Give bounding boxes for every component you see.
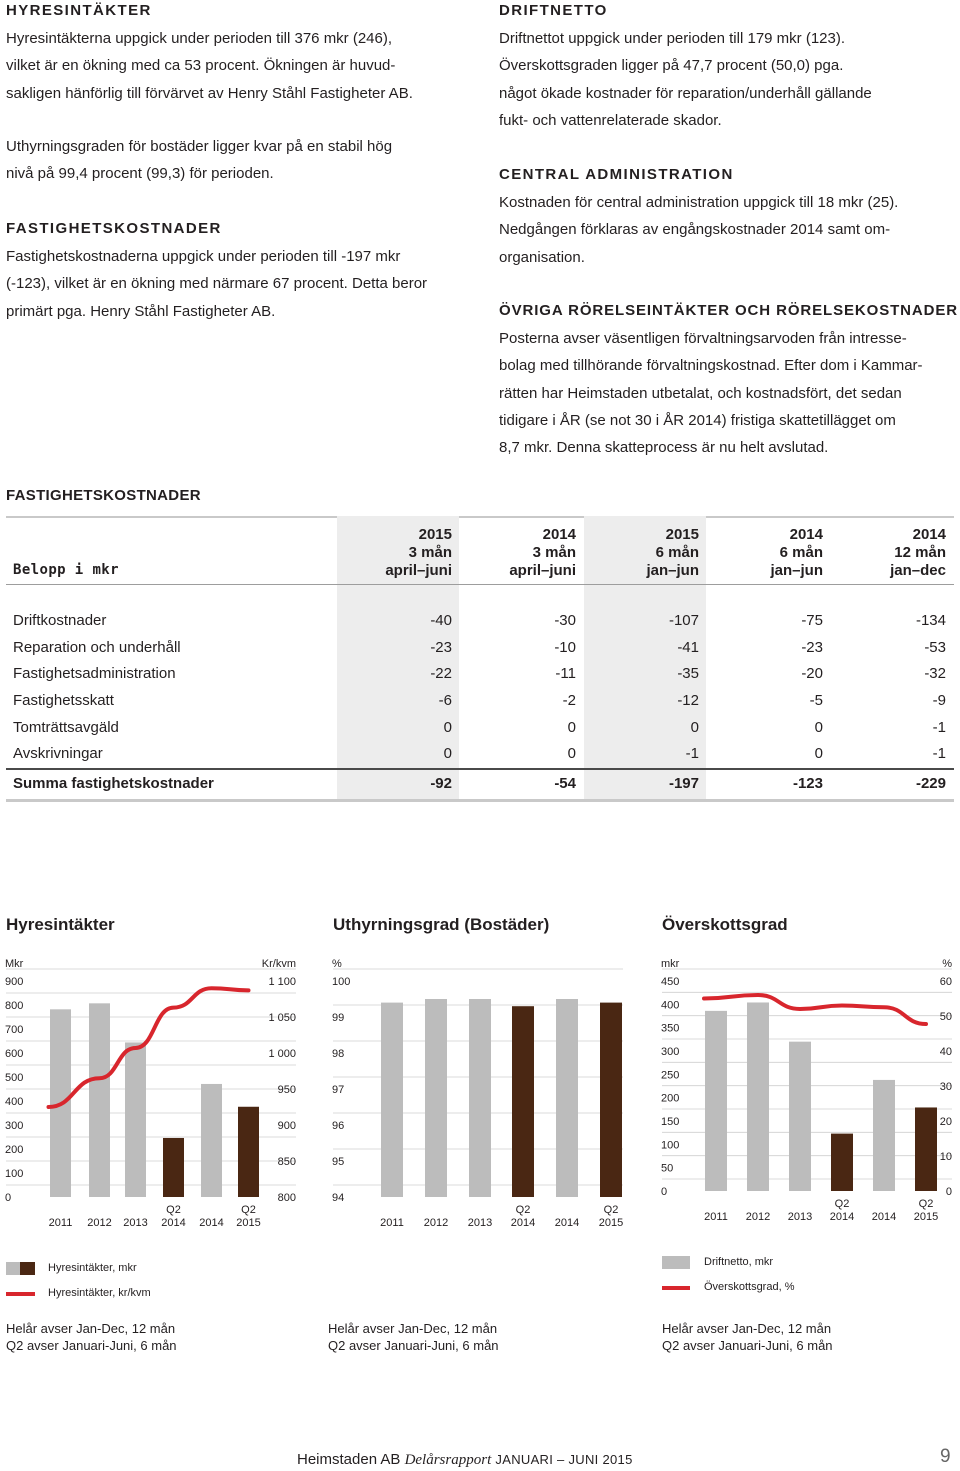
table-cell: -1 — [932, 745, 946, 762]
table-cell: -40 — [430, 612, 452, 629]
text-line: tidigare i ÅR (se not 30 i ÅR 2014) fristiga skattetillägget om — [499, 411, 896, 429]
x-tick-label: Q2 — [603, 1204, 619, 1216]
column-header-line: 2014 — [789, 526, 823, 543]
text-line: nivå på 99,4 procent (99,3) för perioden. — [6, 165, 274, 183]
y2-tick-label: 40 — [939, 1046, 952, 1058]
paragraph-hyresintakter — [6, 25, 413, 107]
column-header-line: jan–jun — [770, 562, 823, 579]
note-line: Q2 avser Januari-Juni, 6 mån — [6, 1338, 177, 1353]
x-tick-label: 2014 — [161, 1217, 186, 1229]
y2-tick-label: 20 — [939, 1116, 952, 1128]
column-header-line: april–juni — [385, 562, 452, 579]
text-line: Hyresintäkterna uppgick under perioden till 376 mkr (246), — [6, 30, 393, 47]
table-cell: -22 — [430, 665, 452, 682]
text-line: 8,7 mkr. Denna skatteprocess är nu helt avslutad. — [499, 439, 829, 457]
y-tick-label: 250 — [661, 1069, 680, 1082]
y-tick-label: 95 — [332, 1156, 345, 1168]
legend-label: Överskottsgrad, % — [704, 1281, 795, 1293]
table-cell: 0 — [814, 719, 823, 736]
x-tick-label: 2012 — [423, 1217, 449, 1229]
y-tick-label: 100 — [661, 1139, 680, 1152]
note-line: Helår avser Jan-Dec, 12 mån — [6, 1321, 176, 1336]
x-tick-label: Q2 — [834, 1198, 850, 1210]
bar — [238, 1107, 259, 1197]
x-tick-label: 2011 — [48, 1217, 73, 1229]
y-tick-label: 50 — [661, 1162, 674, 1175]
x-tick-label: 2013 — [787, 1211, 813, 1223]
table-cell: -23 — [801, 639, 823, 656]
y-tick-label: 600 — [5, 1048, 24, 1060]
sum-cell: -54 — [554, 775, 576, 792]
bar — [747, 1002, 769, 1191]
y2-tick-label: 800 — [277, 1192, 296, 1204]
row-label: Driftkostnader — [13, 612, 107, 629]
x-tick-label: 2013 — [123, 1217, 148, 1229]
bar — [125, 1042, 146, 1197]
heading-ovriga-rorelseintakter: ÖVRIGA RÖRELSEINTÄKTER OCH RÖRELSEKOSTNADER — [499, 302, 959, 319]
table-cell: 0 — [443, 719, 452, 736]
column-header-line: 6 mån — [655, 544, 699, 561]
column-header-line: 2014 — [912, 526, 946, 543]
y-tick-label: 100 — [332, 976, 351, 988]
text-line: Posterna avser väsentligen förvaltningsarvoden från intresse- — [499, 330, 907, 347]
row-label: Fastighetsadministration — [13, 665, 176, 682]
footer-report: Delårsrapport — [404, 1452, 492, 1468]
column-header-line: 12 mån — [894, 544, 946, 561]
table-unit-label: Belopp i mkr — [13, 562, 119, 578]
bar — [873, 1080, 895, 1191]
x-tick-label: 2014 — [510, 1217, 536, 1229]
table-cell: -41 — [677, 639, 699, 656]
bar — [425, 999, 447, 1197]
x-tick-label: Q2 — [241, 1204, 256, 1216]
bar — [789, 1042, 811, 1191]
y2-tick-label: 950 — [277, 1084, 296, 1096]
x-tick-label: 2015 — [913, 1211, 939, 1223]
y2-tick-label: 30 — [939, 1081, 952, 1093]
text-line: fukt- och vattenrelaterade skador. — [499, 111, 722, 129]
legend-line-red — [662, 1286, 690, 1290]
table-cell: -9 — [932, 692, 946, 709]
legend-swatch-gray — [6, 1262, 20, 1275]
table-cell: -107 — [668, 612, 699, 629]
y-tick-label: 0 — [5, 1192, 12, 1204]
chart-note — [6, 1320, 177, 1354]
table-cell: -1 — [932, 719, 946, 736]
table-cell: 0 — [690, 719, 699, 736]
table-cell: -23 — [430, 639, 452, 656]
legend-swatch-brown — [20, 1262, 35, 1275]
column-header-line: 3 mån — [408, 544, 452, 561]
bar — [201, 1084, 222, 1197]
table-cell: -2 — [562, 692, 576, 709]
y-tick-label: 800 — [5, 1000, 24, 1012]
table-cell: -35 — [677, 665, 699, 682]
table-cell: -32 — [924, 665, 946, 682]
x-tick-label: 2011 — [380, 1217, 404, 1229]
note-line: Helår avser Jan-Dec, 12 mån — [328, 1321, 498, 1336]
y-tick-label: 100 — [5, 1168, 24, 1180]
y2-tick-label: 1 050 — [268, 1012, 296, 1024]
y-tick-label: 400 — [5, 1096, 24, 1108]
legend-label: Driftnetto, mkr — [704, 1256, 774, 1268]
table-cell: 0 — [567, 745, 576, 762]
text-line: Nedgången förklaras av engångskostnader 2014 samt om- — [499, 221, 891, 239]
x-tick-label: Q2 — [515, 1204, 531, 1216]
text-line: vilket är en ökning med ca 53 procent. Ökningen är huvud- — [6, 57, 396, 75]
column-header-line: 3 mån — [532, 544, 576, 561]
table-cell: 0 — [567, 719, 576, 736]
note-line: Helår avser Jan-Dec, 12 mån — [662, 1321, 832, 1336]
y2-tick-label: 1 100 — [268, 976, 296, 988]
bar — [381, 1003, 403, 1197]
heading-driftnetto: DRIFTNETTO — [499, 2, 608, 19]
table-column-header — [599, 526, 699, 580]
x-tick-label: 2012 — [745, 1211, 771, 1223]
column-header-line: 6 mån — [779, 544, 823, 561]
table-cell: -1 — [685, 745, 699, 762]
y2-tick-label: 850 — [277, 1156, 296, 1168]
page-number: 9 — [940, 1446, 951, 1467]
legend-line-red — [6, 1292, 35, 1296]
table-cell: -134 — [915, 612, 946, 629]
paragraph-uthyrningsgrad — [6, 133, 392, 188]
x-tick-label: 2011 — [704, 1211, 728, 1223]
legend-swatch-gray — [662, 1256, 690, 1269]
footer-period: JANUARI – JUNI 2015 — [495, 1452, 633, 1467]
x-tick-label: 2012 — [87, 1217, 112, 1229]
table-bottom-rule — [6, 799, 954, 802]
bar — [163, 1138, 184, 1197]
table-cell: -11 — [555, 665, 576, 682]
legend-label: Hyresintäkter, kr/kvm — [48, 1287, 151, 1299]
text-line: Driftnettot uppgick under perioden till 179 mkr (123). — [499, 30, 846, 47]
x-tick-label: 2014 — [554, 1217, 580, 1229]
text-line: primärt pga. Henry Ståhl Fastigheter AB. — [6, 302, 276, 320]
column-header-line: jan–jun — [646, 562, 699, 579]
axis-unit-label: mkr — [661, 958, 680, 970]
y-tick-label: 99 — [332, 1012, 345, 1024]
heading-fastighetskostnader: FASTIGHETSKOSTNADER — [6, 220, 222, 237]
y-tick-label: 300 — [661, 1046, 680, 1058]
table-cell: -30 — [554, 612, 576, 629]
y-tick-label: 98 — [332, 1048, 345, 1060]
chart-title: Hyresintäkter — [6, 915, 115, 934]
row-label: Avskrivningar — [13, 745, 103, 762]
text-line: rätten har Heimstaden utbetalat, och kostnadsfört, det sedan — [499, 384, 902, 402]
x-tick-label: 2015 — [236, 1217, 261, 1229]
text-line: (-123), vilket är en ökning med närmare 67 procent. Detta beror — [6, 275, 428, 293]
table-title: FASTIGHETSKOSTNADER — [6, 487, 201, 504]
y-tick-label: 94 — [332, 1192, 345, 1204]
y2-tick-label: 60 — [939, 976, 952, 988]
y-tick-label: 500 — [5, 1072, 24, 1084]
y-tick-label: 150 — [661, 1116, 680, 1128]
heading-central-administration: CENTRAL ADMINISTRATION — [499, 166, 734, 183]
bar — [89, 1003, 110, 1197]
chart-title: Uthyrningsgrad (Bostäder) — [333, 915, 550, 934]
y-tick-label: 300 — [5, 1120, 24, 1132]
chart-title: Överskottsgrad — [662, 915, 788, 934]
x-tick-label: 2013 — [467, 1217, 493, 1229]
text-line: bolag med tillhörande förvaltningskostnad. Efter dom i Kammar- — [499, 357, 923, 375]
sum-cell: -197 — [668, 775, 699, 792]
y2-tick-label: 900 — [277, 1120, 296, 1132]
bar — [469, 999, 491, 1197]
y-tick-label: 0 — [661, 1186, 668, 1198]
table-header-rule — [6, 584, 954, 585]
text-line: Kostnaden för central administration uppgick till 18 mkr (25). — [499, 194, 899, 211]
paragraph-fastighetskostnader — [6, 243, 427, 325]
table-cell: -53 — [924, 639, 946, 656]
table-column-header — [846, 526, 946, 580]
row-label: Reparation och underhåll — [13, 639, 181, 656]
row-label: Fastighetsskatt — [13, 692, 114, 709]
y-tick-label: 200 — [5, 1144, 24, 1156]
sum-cell: -123 — [792, 775, 823, 792]
column-header-line: 2014 — [542, 526, 576, 543]
table-cell: -10 — [554, 639, 576, 656]
bar — [556, 999, 578, 1197]
text-line: sakligen hänförlig till förvärvet av Henry Ståhl Fastigheter AB. — [6, 84, 413, 102]
y2-tick-label: 50 — [939, 1011, 952, 1023]
x-tick-label: Q2 — [918, 1198, 934, 1210]
y2-tick-label: 10 — [939, 1151, 952, 1163]
bar — [831, 1134, 853, 1191]
y-tick-label: 400 — [661, 999, 680, 1012]
legend-label: Hyresintäkter, mkr — [48, 1262, 137, 1274]
series-line — [704, 995, 926, 1024]
table-column-header — [476, 526, 576, 580]
x-tick-label: 2014 — [199, 1217, 224, 1229]
y-tick-label: 96 — [332, 1120, 345, 1132]
footer-company: Heimstaden AB — [297, 1451, 401, 1468]
axis-unit-label: % — [942, 958, 952, 970]
table-cell: 0 — [814, 745, 823, 762]
y2-tick-label: 1 000 — [268, 1048, 296, 1060]
chart-note — [662, 1320, 833, 1354]
column-header-line: 2015 — [418, 526, 452, 543]
bar — [600, 1003, 622, 1197]
y-tick-label: 350 — [661, 1022, 680, 1035]
x-tick-label: 2014 — [871, 1211, 897, 1223]
chart-note — [328, 1320, 499, 1354]
sum-cell: -92 — [430, 775, 452, 792]
y-tick-label: 900 — [5, 976, 24, 988]
column-header-line: april–juni — [509, 562, 576, 579]
table-cell: -5 — [809, 692, 823, 709]
footer — [297, 1451, 633, 1469]
charts-area — [0, 940, 960, 1240]
sum-cell: -229 — [915, 775, 946, 792]
note-line: Q2 avser Januari-Juni, 6 mån — [662, 1338, 833, 1353]
table-cell: 0 — [443, 745, 452, 762]
column-header-line: jan–dec — [890, 562, 946, 579]
y-tick-label: 450 — [661, 976, 680, 988]
table-cell: -20 — [801, 665, 823, 682]
bar — [915, 1107, 937, 1191]
x-tick-label: 2015 — [598, 1217, 624, 1229]
bar — [705, 1011, 727, 1191]
table-column-header — [352, 526, 452, 580]
text-line: något ökade kostnader för reparation/underhåll gällande — [499, 84, 872, 102]
note-line: Q2 avser Januari-Juni, 6 mån — [328, 1338, 499, 1353]
sum-row-label: Summa fastighetskostnader — [13, 775, 214, 792]
table-sum-rule — [6, 768, 954, 770]
heading-hyresintakter: HYRESINTÄKTER — [6, 2, 152, 19]
y-tick-label: 97 — [332, 1084, 345, 1096]
y-tick-label: 200 — [661, 1092, 680, 1105]
paragraph-ovriga — [499, 325, 923, 461]
text-line: organisation. — [499, 248, 585, 266]
text-line: Fastighetskostnaderna uppgick under perioden till -197 mkr — [6, 248, 401, 265]
row-label: Tomträttsavgäld — [13, 719, 119, 736]
paragraph-central-administration — [499, 189, 898, 271]
bar — [512, 1006, 534, 1197]
axis-unit-label: Mkr — [5, 958, 24, 970]
x-tick-label: Q2 — [166, 1204, 181, 1216]
text-line: Överskottsgraden ligger på 47,7 procent (50,0) pga. — [499, 57, 844, 75]
text-line: Uthyrningsgraden för bostäder ligger kvar på en stabil hög — [6, 138, 393, 155]
table-top-rule — [6, 516, 954, 518]
table-column-header — [723, 526, 823, 580]
table-cell: -12 — [677, 692, 699, 709]
y2-tick-label: 0 — [945, 1186, 952, 1198]
table-cell: -75 — [801, 612, 823, 629]
axis-unit-label: Kr/kvm — [261, 958, 296, 970]
paragraph-driftnetto — [499, 25, 872, 134]
x-tick-label: 2014 — [829, 1211, 855, 1223]
column-header-line: 2015 — [665, 526, 699, 543]
table-cell: -6 — [438, 692, 452, 709]
axis-unit-label: % — [332, 958, 342, 970]
y-tick-label: 700 — [5, 1024, 24, 1036]
